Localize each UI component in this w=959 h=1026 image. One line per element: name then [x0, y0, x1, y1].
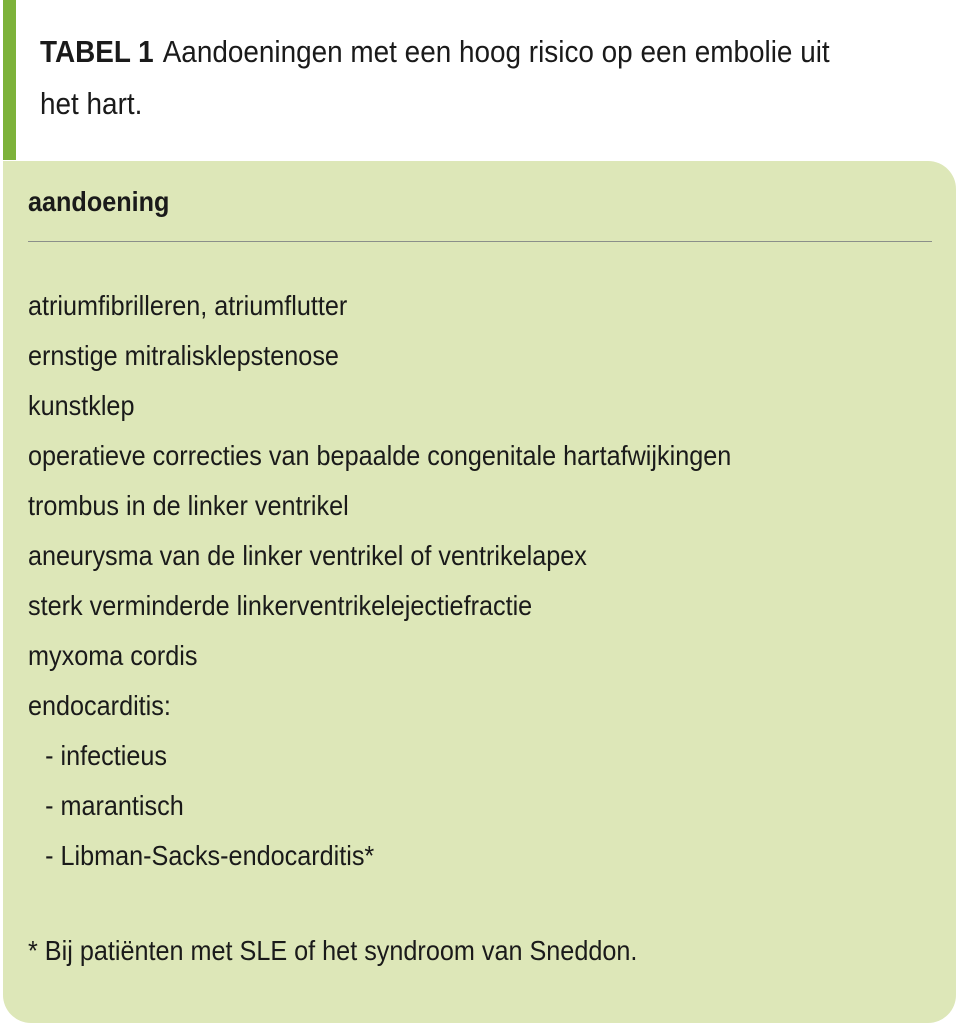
- column-header: aandoening: [28, 186, 170, 217]
- table-row: sterk verminderde linkerventrikelejectiefractie: [28, 590, 533, 621]
- table-row: ernstige mitralisklepstenose: [28, 340, 339, 371]
- table-row: kunstklep: [28, 390, 135, 421]
- table-row: aneurysma van de linker ventrikel of ventrikelapex: [28, 540, 587, 571]
- table-caption-label: TABEL 1: [40, 34, 154, 69]
- condition-list: [28, 281, 809, 881]
- table-caption: [40, 26, 850, 130]
- table-row: trombus in de linker ventrikel: [28, 490, 349, 521]
- table-subrow: - marantisch: [45, 790, 184, 821]
- caption-accent-bar: [3, 0, 16, 160]
- header-divider: [28, 241, 932, 242]
- table-footnote: * Bij patiënten met SLE of het syndroom van Sneddon.: [28, 935, 638, 966]
- table-subrow: - Libman-Sacks-endocarditis*: [45, 840, 375, 871]
- table-row: operatieve correcties van bepaalde congenitale hartafwijkingen: [28, 440, 732, 471]
- table-row: myxoma cordis: [28, 640, 198, 671]
- table-row: endocarditis:: [28, 690, 171, 721]
- table-row: atriumfibrilleren, atriumflutter: [28, 290, 348, 321]
- table-caption-title: Aandoeningen met een hoog risico op een embolie uit het hart.: [40, 34, 830, 121]
- table-subrow: - infectieus: [45, 740, 167, 771]
